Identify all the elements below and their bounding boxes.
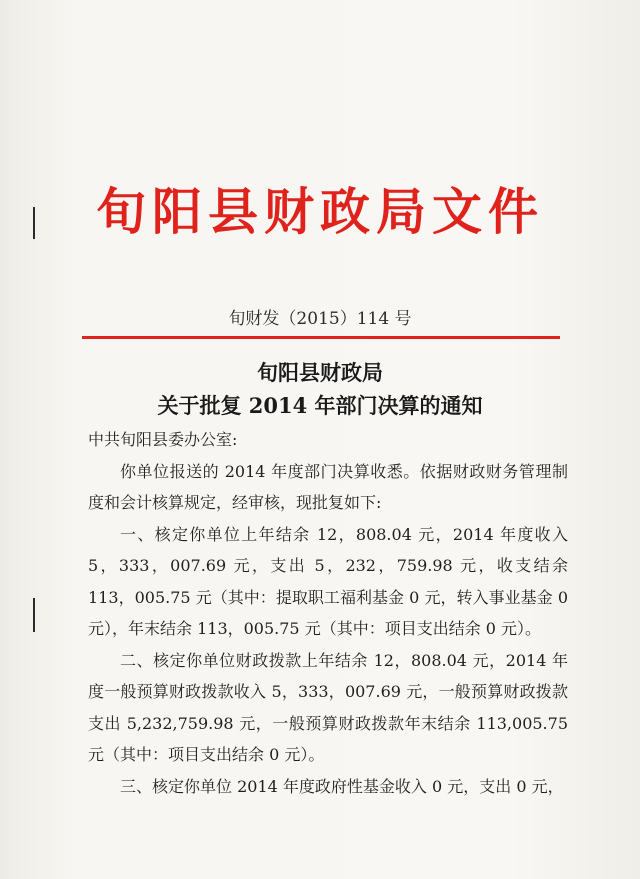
binding-mark-bottom — [33, 598, 35, 632]
document-number: 旬财发（2015）114 号 — [228, 309, 412, 329]
salutation: 中共旬阳县委办公室: — [88, 430, 238, 449]
notice-title-issuer: 旬阳县财政局 — [257, 360, 383, 385]
agency-document-header: 旬阳县财政局文件 — [96, 182, 544, 241]
red-separator-line — [82, 336, 560, 339]
notice-title-subject: 关于批复 2014 年部门决算的通知 — [157, 393, 483, 418]
item-3-paragraph: 三、核定你单位 2014 年度政府性基金收入 0 元，支出 0 元， — [120, 776, 564, 796]
item-1-paragraph: 一、核定你单位上年结余 12，808.04 元，2014 年度收入 5，333，007.69 元，支出 5，232，759.98 元，收支结余 113，005.75 元（其中：提取职工福利基金 0 元，转入事业基金 0 元），年末结余 113，005.75 元（其中：项目支出结余 0 元）。 — [88, 524, 568, 638]
intro-paragraph: 你单位报送的 2014 年度部门决算收悉。依据财政财务管理制度和会计核算规定，经审核，现批复如下: — [88, 461, 568, 512]
notice-body — [88, 424, 568, 802]
item-2-paragraph: 二、核定你单位财政拨款上年结余 12，808.04 元，2014 年度一般预算财政拨款收入 5，333，007.69 元，一般预算财政拨款支出 5,232,759.98 元，一般预算财政拨款年末结余 113,005.75 元（其中：项目支出结余 0 元）。 — [88, 650, 568, 764]
